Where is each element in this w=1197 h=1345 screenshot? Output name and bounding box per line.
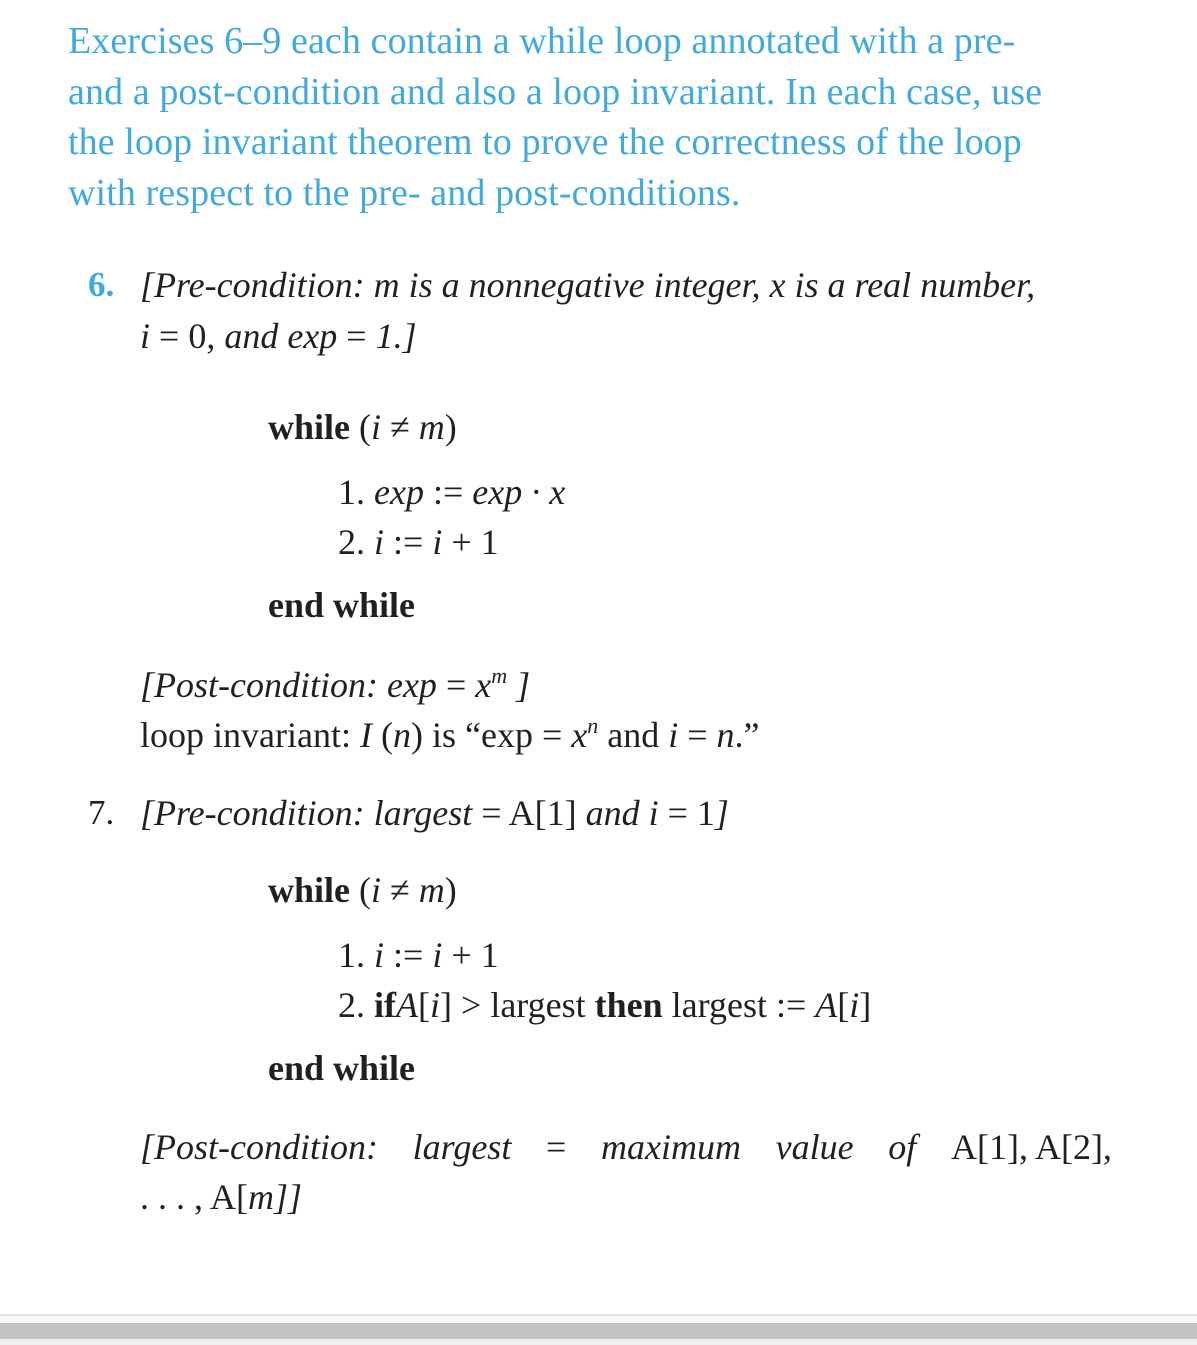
scrollbar-track — [0, 1316, 1197, 1322]
text: ) — [410, 715, 423, 755]
instructions-line: the loop invariant theorem to prove the correctness of the loop — [68, 121, 1022, 163]
text: = — [678, 715, 717, 755]
text: loop invariant: — [140, 715, 360, 755]
var-i: i — [668, 715, 679, 755]
text: ( — [350, 870, 372, 910]
var-A: A — [815, 985, 838, 1025]
text: largest := — [662, 985, 816, 1025]
var-x: x — [475, 665, 492, 705]
text: ] — [859, 985, 872, 1025]
text: = — [337, 316, 376, 356]
text: and — [598, 715, 669, 755]
text: ) — [444, 407, 457, 447]
step-number: 1. — [338, 935, 374, 975]
scrollbar-track-bottom — [0, 1339, 1197, 1345]
var-i: i — [374, 522, 385, 562]
text: = — [436, 665, 476, 705]
exercise-6-step-2 — [338, 517, 499, 567]
exponent-m: m — [491, 663, 508, 688]
exercise-7-number: 7. — [88, 793, 115, 832]
text: ( — [350, 407, 372, 447]
text: A[1], A[2], — [950, 1127, 1112, 1167]
var-exp: exp — [374, 472, 424, 512]
var-i: i — [140, 316, 151, 356]
text: maximum — [600, 1127, 741, 1167]
neq-symbol: ≠ — [381, 870, 419, 910]
var-n: n — [392, 715, 411, 755]
instructions-line: with respect to the pre- and post-conditions. — [68, 171, 741, 214]
var-i: i — [430, 985, 441, 1025]
var-A: A — [396, 985, 418, 1025]
text: ] — [507, 665, 531, 705]
var-i: i — [432, 522, 443, 562]
text: is “exp = — [422, 715, 572, 755]
exercise-6-number: 6. — [88, 265, 115, 304]
text: [ — [837, 985, 850, 1025]
exercise-6-postcondition — [140, 660, 530, 710]
instructions-line: and a post-condition and also a loop invariant. In each case, use — [68, 70, 1043, 113]
exercise-7-step-2 — [338, 980, 871, 1030]
text: value — [775, 1127, 854, 1167]
exercise-6-precondition-line1 — [140, 260, 1035, 310]
ellipsis: . . . , — [140, 1177, 211, 1217]
var-x: x — [571, 715, 588, 755]
text: ]] — [274, 1177, 303, 1217]
step-number: 1. — [338, 472, 374, 512]
exercise-7-end-while: end while — [268, 1048, 416, 1088]
instructions-line: Exercises 6–9 each contain a while loop annotated with a pre- — [68, 20, 1016, 62]
text: = — [546, 1127, 567, 1167]
text: ] — [440, 985, 453, 1025]
var-I: I — [359, 715, 372, 755]
expression: exp · x — [472, 472, 566, 512]
text: largest — [412, 1127, 512, 1167]
text: ] — [714, 793, 729, 833]
var-i: i — [371, 407, 382, 447]
text: [Post-condition: exp — [140, 665, 437, 705]
exercise-6-end-while: end while — [268, 585, 416, 625]
var-m: m — [248, 1177, 275, 1217]
text: [ — [418, 985, 430, 1025]
exercise-instructions — [68, 16, 1128, 218]
text: = A[1] — [472, 793, 586, 833]
exercise-7-while-header — [268, 865, 457, 915]
var-m: m — [418, 407, 445, 447]
var-n: n — [716, 715, 735, 755]
exercise-7-postcondition-line1 — [140, 1122, 1112, 1172]
text: > largest — [452, 985, 595, 1025]
step-number: 2. — [338, 985, 374, 1025]
assign-op: := — [423, 472, 473, 512]
text: 1.] — [375, 316, 417, 356]
step-number: 2. — [338, 522, 374, 562]
text: and exp — [224, 316, 338, 356]
text: and i — [585, 793, 659, 833]
text: of — [888, 1127, 917, 1167]
exercise-6-precondition-line2 — [140, 311, 417, 361]
var-m: m — [418, 870, 445, 910]
text: + 1 — [442, 935, 499, 975]
exercise-6-loop-invariant — [140, 710, 760, 760]
var-i: i — [374, 935, 385, 975]
exercise-7-step-1 — [338, 930, 499, 980]
keyword-if: if — [374, 985, 396, 1025]
exponent-n: n — [587, 713, 599, 738]
keyword-then: then — [594, 985, 663, 1025]
exercise-7-postcondition-line2 — [140, 1172, 302, 1222]
exercise-7-precondition — [140, 788, 729, 838]
text: A[ — [210, 1177, 249, 1217]
neq-symbol: ≠ — [381, 407, 419, 447]
precondition-text: [Pre-condition: m is a nonnegative integer, x is a real number, — [140, 265, 1036, 305]
exercise-6-while-header — [268, 402, 457, 452]
text: .” — [734, 715, 760, 755]
text: ) — [444, 870, 457, 910]
text: ( — [371, 715, 393, 755]
keyword-while: while — [268, 407, 351, 447]
assign-op: := — [384, 935, 433, 975]
exercise-6-step-1 — [338, 467, 565, 517]
text: = 1 — [658, 793, 715, 833]
assign-op: := — [384, 522, 433, 562]
var-i: i — [371, 870, 382, 910]
text: = 0, — [150, 316, 225, 356]
keyword-while: while — [268, 870, 351, 910]
horizontal-scrollbar-thumb[interactable] — [0, 1323, 1197, 1339]
text: [Post-condition: — [140, 1127, 378, 1167]
text: [Pre-condition: largest — [140, 793, 473, 833]
text: + 1 — [442, 522, 499, 562]
var-i: i — [432, 935, 443, 975]
var-i: i — [849, 985, 860, 1025]
